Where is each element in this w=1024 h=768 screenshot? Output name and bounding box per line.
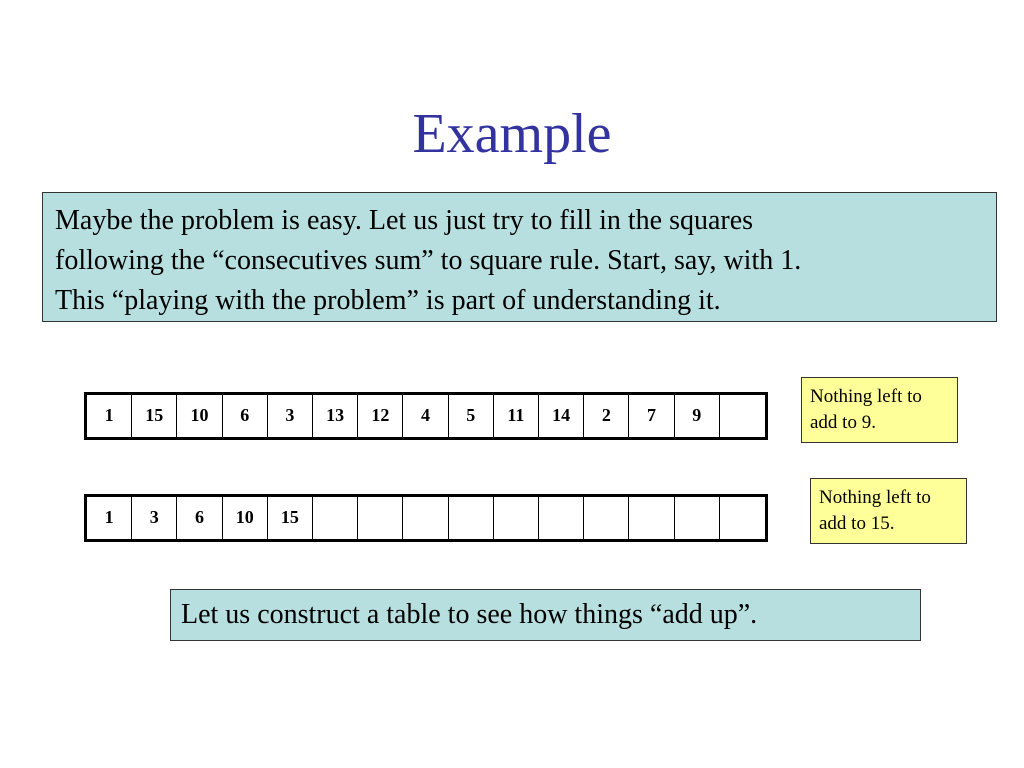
sequence-cell xyxy=(358,497,403,539)
sequence-cell: 7 xyxy=(629,395,674,437)
sequence-cell: 9 xyxy=(675,395,720,437)
sequence-cell xyxy=(584,497,629,539)
sequence-cell: 12 xyxy=(358,395,403,437)
sequence-cell: 6 xyxy=(177,497,222,539)
sequence-cell: 14 xyxy=(539,395,584,437)
bottom-text-box: Let us construct a table to see how things “add up”. xyxy=(170,589,921,641)
note-line: Nothing left to xyxy=(819,487,931,508)
sequence-row-1 xyxy=(84,392,768,440)
sequence-cell: 10 xyxy=(177,395,222,437)
sequence-cell: 1 xyxy=(87,497,132,539)
intro-line: This “playing with the problem” is part of understanding it. xyxy=(55,285,721,316)
note-line: add to 15. xyxy=(819,513,895,534)
intro-text-box xyxy=(42,192,997,322)
sequence-cell xyxy=(675,497,720,539)
sequence-cell: 3 xyxy=(268,395,313,437)
note-line: add to 9. xyxy=(810,412,876,433)
sequence-cell: 3 xyxy=(132,497,177,539)
intro-line: Maybe the problem is easy. Let us just try to fill in the squares xyxy=(55,205,754,236)
note-box-2 xyxy=(810,478,967,544)
sequence-cell: 10 xyxy=(223,497,268,539)
sequence-cell xyxy=(313,497,358,539)
sequence-cell xyxy=(494,497,539,539)
note-box-1 xyxy=(801,377,958,443)
sequence-row-2 xyxy=(84,494,768,542)
sequence-cell: 1 xyxy=(87,395,132,437)
sequence-cell xyxy=(403,497,448,539)
sequence-cell: 15 xyxy=(268,497,313,539)
sequence-cell: 6 xyxy=(223,395,268,437)
note-line: Nothing left to xyxy=(810,386,922,407)
sequence-cell xyxy=(720,497,765,539)
sequence-cell xyxy=(449,497,494,539)
sequence-cell: 5 xyxy=(449,395,494,437)
sequence-cell: 15 xyxy=(132,395,177,437)
sequence-cell: 11 xyxy=(494,395,539,437)
sequence-cell xyxy=(629,497,674,539)
sequence-cell: 4 xyxy=(403,395,448,437)
sequence-cell xyxy=(539,497,584,539)
intro-line: following the “consecutives sum” to square rule. Start, say, with 1. xyxy=(55,245,802,276)
slide-title: Example xyxy=(412,103,612,165)
sequence-cell: 2 xyxy=(584,395,629,437)
sequence-cell xyxy=(720,395,765,437)
sequence-cell: 13 xyxy=(313,395,358,437)
